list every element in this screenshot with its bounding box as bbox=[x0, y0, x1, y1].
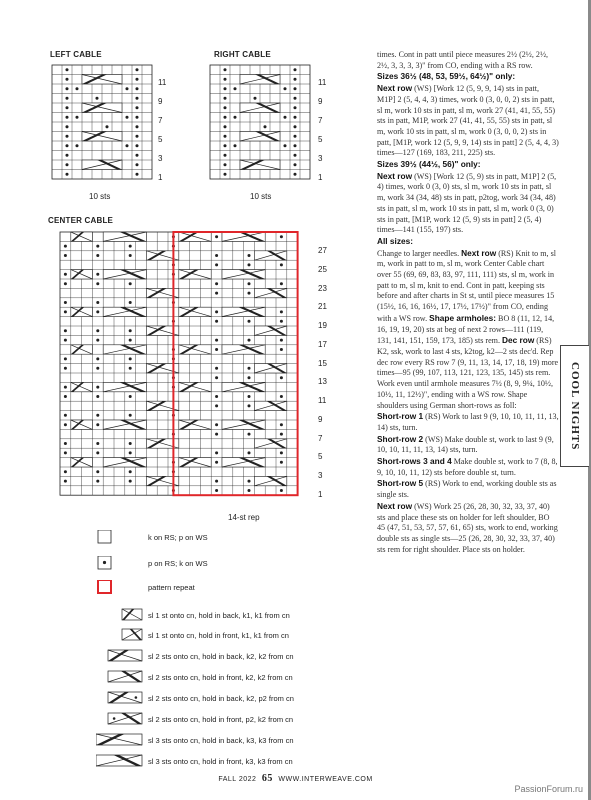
purl-dot-icon bbox=[96, 301, 99, 304]
row-number: 3 bbox=[158, 154, 163, 163]
heading-all-sizes: All sizes: bbox=[377, 235, 413, 246]
purl-dot-icon bbox=[129, 245, 132, 248]
label-next-row: Next row bbox=[377, 170, 413, 181]
row-number: 1 bbox=[158, 173, 163, 182]
purl-dot-icon bbox=[129, 451, 132, 454]
cable-3-3-left-icon-graphic bbox=[96, 754, 144, 768]
purl-dot-icon bbox=[215, 433, 218, 436]
right-cable-chart bbox=[210, 65, 310, 180]
purl-dot-icon bbox=[223, 144, 226, 147]
purl-dot-icon bbox=[64, 254, 67, 257]
legend-text: sl 2 sts onto cn, hold in front, p2, k2 from cn bbox=[148, 714, 294, 724]
purl-dot-icon bbox=[65, 163, 68, 166]
purl-dot-icon bbox=[247, 489, 250, 492]
row-number: 5 bbox=[158, 135, 163, 144]
purl-dot-icon bbox=[247, 404, 250, 407]
row-number: 5 bbox=[318, 452, 323, 462]
footer-issue: FALL 2022 bbox=[218, 776, 257, 783]
purl-dot-icon bbox=[135, 78, 138, 81]
purl-dot-icon bbox=[64, 310, 67, 313]
purl-dot-icon bbox=[215, 395, 218, 398]
symbol-dot bbox=[135, 696, 138, 699]
purl-dot-icon bbox=[64, 480, 67, 483]
legend-item bbox=[96, 578, 195, 596]
purl-dot-icon bbox=[247, 376, 250, 379]
purl-dot-icon bbox=[96, 395, 99, 398]
purl-dot-icon bbox=[223, 116, 226, 119]
para: (WS) Work 25 (26, 28, 30, 32, 33, 37, 40) sts and place these sts on holder for left shoulder, BO 45 (47, 51, 53, 57, 57, 61, 65) sts, work to end, working double sts as single sts—25 (26, 28, 30, 32, 33, 37, 40) sts rem for right shoulder. Place sts on holder. bbox=[377, 501, 558, 554]
purl-dot-icon bbox=[96, 245, 99, 248]
watermark: PassionForum.ru bbox=[514, 784, 583, 794]
row-number: 1 bbox=[318, 489, 323, 499]
cable-3-3-right-icon-graphic bbox=[96, 733, 144, 747]
left-cable-title: LEFT CABLE bbox=[50, 50, 102, 59]
page-footer bbox=[0, 773, 591, 784]
purl-dot-icon bbox=[65, 78, 68, 81]
label-next-row: Next row bbox=[377, 500, 413, 511]
purl-dot-icon bbox=[280, 395, 283, 398]
purl-dot-icon bbox=[135, 87, 138, 90]
purl-dot-icon bbox=[96, 470, 99, 473]
purl-dot-icon bbox=[135, 116, 138, 119]
purl-dot-icon bbox=[135, 97, 138, 100]
purl-dot-icon bbox=[280, 339, 283, 342]
purl-dot-icon bbox=[129, 282, 132, 285]
purl-dot-icon bbox=[215, 348, 218, 351]
purl-dot-icon bbox=[223, 135, 226, 138]
symbol-box bbox=[98, 530, 111, 543]
purl-dot-icon bbox=[215, 282, 218, 285]
purl-dot-icon bbox=[215, 320, 218, 323]
purl-dot-icon bbox=[135, 154, 138, 157]
purl-dot-icon bbox=[96, 357, 99, 360]
purl-dot-icon bbox=[65, 154, 68, 157]
legend-text: k on RS; p on WS bbox=[148, 532, 208, 542]
purl-dot-icon bbox=[293, 173, 296, 176]
legend-item bbox=[96, 647, 294, 665]
purl-dot-icon bbox=[65, 97, 68, 100]
purl-dot-icon bbox=[223, 154, 226, 157]
purl-dot-icon bbox=[129, 395, 132, 398]
purl-dot-icon bbox=[65, 173, 68, 176]
legend-text: sl 2 sts onto cn, hold in back, k2, k2 from cn bbox=[148, 651, 294, 661]
row-number: 15 bbox=[318, 358, 327, 368]
purl-dot-icon bbox=[223, 87, 226, 90]
center-cable-title: CENTER CABLE bbox=[48, 216, 114, 225]
purl-dot-icon bbox=[215, 235, 218, 238]
row-number: 13 bbox=[318, 377, 327, 387]
purl-dot-icon bbox=[223, 125, 226, 128]
purl-dot-icon bbox=[129, 367, 132, 370]
para: (WS) Make double st, work to last 9 (9, 10, 10, 11, 11, 13, 14) sts, turn. bbox=[377, 434, 554, 455]
purl-dot-icon bbox=[215, 451, 218, 454]
purl-dot-icon bbox=[215, 367, 218, 370]
cable-1-1-left-icon bbox=[96, 628, 144, 642]
purl-dot-icon bbox=[247, 395, 250, 398]
purl-dot-icon bbox=[280, 461, 283, 464]
cable-2-2-right-icon bbox=[96, 649, 144, 663]
page-number: 65 bbox=[261, 773, 273, 784]
purl-dot-icon bbox=[280, 348, 283, 351]
purl-dot-icon bbox=[247, 339, 250, 342]
purl-dot-icon bbox=[129, 357, 132, 360]
legend-item bbox=[96, 554, 208, 572]
purl-dot-icon bbox=[293, 135, 296, 138]
purl-dot-icon bbox=[96, 339, 99, 342]
label-next-row: Next row bbox=[377, 83, 413, 94]
label-dec-row: Dec row bbox=[502, 335, 535, 346]
purl-dot-icon bbox=[215, 263, 218, 266]
purl-dot-icon bbox=[247, 320, 250, 323]
purl-dot-icon bbox=[95, 97, 98, 100]
purl-dot-icon bbox=[293, 97, 296, 100]
purl-dot-icon bbox=[96, 480, 99, 483]
purl-dot-icon bbox=[215, 376, 218, 379]
cable-1-1-left-icon-graphic bbox=[96, 628, 144, 642]
cable-2-2-left-icon-graphic bbox=[96, 670, 144, 684]
para: (WS) [Work 12 (5, 9) sts in patt, M1P] 2 (5, 4) times, work 0 (3, 0) sts, sl m, work 10 sts in patt, sl m, work 34 (34, 48) sts in patt, p2tog, work 34 (34, 48) sts in patt, sl m, work 10 sts in patt, sl m, work 0 (3, 0) sts in patt, [M1P, work 12 (5, 9) sts in patt] 2 (5, 4) times—141 (155, 197) sts. bbox=[377, 171, 557, 235]
center-cable-chart bbox=[60, 232, 310, 502]
purl-dot-icon bbox=[129, 339, 132, 342]
purl-dot-icon bbox=[96, 310, 99, 313]
para: (RS) Work to last 9 (9, 10, 10, 11, 11, 13, 14) sts, turn. bbox=[377, 412, 559, 432]
purl-dot-icon bbox=[223, 106, 226, 109]
purl-dot-icon bbox=[64, 301, 67, 304]
purl-dot-icon bbox=[64, 451, 67, 454]
purl-dot-icon bbox=[215, 461, 218, 464]
purl-dot-icon bbox=[247, 254, 250, 257]
purl-dot-icon bbox=[293, 163, 296, 166]
purl-dot-icon bbox=[129, 442, 132, 445]
legend-text: sl 1 st onto cn, hold in back, k1, k1 from cn bbox=[148, 610, 290, 620]
purl-dot-icon bbox=[293, 87, 296, 90]
purl-dot-icon bbox=[215, 310, 218, 313]
repeat-box-icon-graphic bbox=[96, 580, 144, 594]
left-cable-chart bbox=[52, 65, 152, 180]
legend-text: sl 1 st onto cn, hold in front, k1, k1 from cn bbox=[148, 630, 289, 640]
purl-dot-icon bbox=[215, 404, 218, 407]
row-number: 7 bbox=[318, 433, 323, 443]
section-tab-label: COOL NIGHTS bbox=[569, 361, 581, 451]
purl-dot-icon bbox=[129, 480, 132, 483]
purl-dot-icon bbox=[215, 423, 218, 426]
purl-dot-icon bbox=[64, 367, 67, 370]
row-number: 1 bbox=[318, 173, 323, 182]
purl-dot-icon bbox=[65, 144, 68, 147]
row-number: 19 bbox=[318, 321, 327, 330]
purl-dot-icon bbox=[64, 386, 67, 389]
repeat-box-icon bbox=[96, 580, 144, 594]
row-number: 27 bbox=[318, 246, 327, 255]
legend-item bbox=[96, 606, 290, 624]
purl-dot-icon bbox=[253, 97, 256, 100]
purl-dot-icon bbox=[96, 556, 144, 570]
cable-2-2-left-icon bbox=[96, 670, 144, 684]
symbol-box bbox=[98, 580, 111, 593]
para: BO 8 (11, 12, 14, 16, 19, 19, 20) sts at beg of next 2 rows—111 (119, 131, 141, 151, 159, 173, 185) sts rem. bbox=[377, 313, 555, 346]
purl-dot-icon bbox=[223, 68, 226, 71]
purl-dot-icon bbox=[215, 480, 218, 483]
purl-dot-icon bbox=[223, 97, 226, 100]
cable-2-2-left-purl-icon bbox=[96, 712, 144, 726]
cable-3-3-left-icon bbox=[96, 754, 144, 768]
purl-dot-icon bbox=[293, 106, 296, 109]
row-number: 23 bbox=[318, 283, 327, 293]
purl-dot-icon bbox=[65, 116, 68, 119]
purl-dot-icon bbox=[64, 423, 67, 426]
purl-dot-icon bbox=[64, 273, 67, 276]
purl-dot-icon bbox=[215, 292, 218, 295]
purl-dot-icon bbox=[64, 357, 67, 360]
purl-dot-icon bbox=[233, 144, 236, 147]
purl-dot-icon bbox=[96, 423, 99, 426]
purl-dot-icon bbox=[96, 451, 99, 454]
purl-dot-icon bbox=[96, 367, 99, 370]
heading-sizes-1: Sizes 36½ (48, 53, 59½, 64½)" only: bbox=[377, 71, 516, 82]
purl-dot-icon bbox=[215, 339, 218, 342]
purl-dot-icon bbox=[96, 254, 99, 257]
purl-dot-icon bbox=[283, 144, 286, 147]
purl-dot-icon bbox=[64, 470, 67, 473]
purl-dot-icon bbox=[293, 144, 296, 147]
purl-dot-icon bbox=[233, 116, 236, 119]
purl-dot-icon bbox=[293, 125, 296, 128]
purl-dot-icon bbox=[247, 433, 250, 436]
purl-dot-icon bbox=[135, 163, 138, 166]
purl-dot-icon bbox=[129, 254, 132, 257]
purl-dot-icon bbox=[283, 87, 286, 90]
row-number: 11 bbox=[318, 78, 327, 87]
purl-dot-icon bbox=[233, 87, 236, 90]
purl-dot-icon-graphic bbox=[96, 556, 144, 570]
para: (RS) K2, ssk, work to last 4 sts, k2tog, k2—2 sts dec'd. Rep dec row every RS row 7 (9, 11, 13, 14, 17, 18, 19) more times—95 (99, 107, 113, 121, 123, 135, 145) sts rem. Work even until armhole measures 7½ (8, 9, 9¼, 10½, 10½, 11, 12½)", ending with a WS row. Shape shoulders using German short-rows as foll: bbox=[377, 336, 559, 410]
purl-dot-icon bbox=[135, 106, 138, 109]
cable-2-2-right-purl-icon bbox=[96, 691, 144, 705]
legend-text: p on RS; k on WS bbox=[148, 558, 208, 568]
purl-dot-icon bbox=[263, 125, 266, 128]
legend-item bbox=[96, 626, 289, 644]
purl-dot-icon bbox=[247, 263, 250, 266]
purl-dot-icon bbox=[135, 68, 138, 71]
purl-dot-icon bbox=[129, 414, 132, 417]
row-number: 11 bbox=[318, 396, 327, 405]
symbol-dot bbox=[103, 561, 106, 564]
knit-square-icon-graphic bbox=[96, 530, 144, 544]
para: (WS) [Work 12 (5, 9, 9, 14) sts in patt, M1P] 2 (5, 4, 4, 3) times, work 0 (3, 0, 0, 2) sts in patt, sl m, work 10 sts in patt, sl m, work 27 (41, 41, 55, 55) sts in patt, M1P, work 27 (41, 41, 55, 55) sts in patt, sl m, work 10 sts in patt, sl m, work 0 (3, 0, 0, 2) sts in patt, [M1P, work 12 (5, 9, 9, 14) sts in patt] 2 (5, 4, 4, 3) times—127 (169, 183, 211, 225) sts. bbox=[377, 84, 559, 158]
purl-dot-icon bbox=[293, 154, 296, 157]
row-number: 7 bbox=[318, 116, 323, 125]
purl-dot-icon bbox=[64, 442, 67, 445]
legend-item bbox=[96, 731, 294, 749]
cable-2-2-right-purl-icon-graphic bbox=[96, 691, 144, 705]
purl-dot-icon bbox=[280, 376, 283, 379]
purl-dot-icon bbox=[129, 329, 132, 332]
purl-dot-icon bbox=[293, 116, 296, 119]
row-number: 3 bbox=[318, 471, 323, 480]
label-short-row-1: Short-row 1 bbox=[377, 411, 424, 422]
purl-dot-icon bbox=[247, 292, 250, 295]
right-cable-title: RIGHT CABLE bbox=[214, 50, 271, 59]
para: Change to larger needles. bbox=[377, 248, 462, 258]
legend-text: sl 3 sts onto cn, hold in front, k3, k3 from cn bbox=[148, 756, 293, 766]
row-number: 3 bbox=[318, 154, 323, 163]
purl-dot-icon bbox=[64, 245, 67, 248]
purl-dot-icon bbox=[64, 339, 67, 342]
legend-item bbox=[96, 710, 293, 728]
purl-dot-icon bbox=[65, 135, 68, 138]
legend-item bbox=[96, 752, 293, 770]
center-cable-rep: 14-st rep bbox=[228, 513, 260, 522]
purl-dot-icon bbox=[129, 470, 132, 473]
purl-dot-icon bbox=[280, 282, 283, 285]
legend-item bbox=[96, 689, 294, 707]
purl-dot-icon bbox=[293, 68, 296, 71]
purl-dot-icon bbox=[65, 125, 68, 128]
label-shape-armholes: Shape armholes: bbox=[429, 312, 497, 323]
cable-1-1-right-icon-graphic bbox=[96, 608, 144, 622]
purl-dot-icon bbox=[135, 144, 138, 147]
purl-dot-icon bbox=[280, 423, 283, 426]
purl-dot-icon bbox=[283, 116, 286, 119]
para: (RS) Knit to m, sl m, work in patt to m, sl m, work Center Cable chart over 55 (69, 69, 83, 83, 97, 111, 111) sts, sl m, work in patt to m, sl m, knit to end. Cont in patt, keeping sts before and after charts in St st, until piece measures 15 (15½, 16, 16, 16½, 17, 17½, 17½)" from CO, ending with a WS row. bbox=[377, 248, 556, 323]
label-next-row: Next row bbox=[461, 247, 497, 258]
cable-3-3-right-icon bbox=[96, 733, 144, 747]
purl-dot-icon bbox=[105, 125, 108, 128]
footer-site: WWW.INTERWEAVE.COM bbox=[278, 776, 373, 783]
purl-dot-icon bbox=[223, 163, 226, 166]
purl-dot-icon bbox=[125, 87, 128, 90]
purl-dot-icon bbox=[96, 442, 99, 445]
legend-text: sl 2 sts onto cn, hold in back, k2, p2 from cn bbox=[148, 693, 294, 703]
cable-1-1-right-icon bbox=[96, 608, 144, 622]
purl-dot-icon bbox=[215, 489, 218, 492]
pattern-instructions bbox=[377, 50, 559, 555]
purl-dot-icon bbox=[65, 87, 68, 90]
purl-dot-icon bbox=[247, 451, 250, 454]
purl-dot-icon bbox=[135, 135, 138, 138]
row-number: 21 bbox=[318, 302, 327, 312]
purl-dot-icon bbox=[64, 282, 67, 285]
para: times. Cont in patt until piece measures 2½ (2½, 2½, 2½, 3, 3, 3, 3)" from CO, ending with a RS row. bbox=[377, 50, 549, 70]
purl-dot-icon bbox=[135, 173, 138, 176]
legend-text: sl 2 sts onto cn, hold in front, k2, k2 from cn bbox=[148, 672, 293, 682]
purl-dot-icon bbox=[280, 489, 283, 492]
row-number: 9 bbox=[158, 97, 163, 106]
label-short-row-5: Short-row 5 bbox=[377, 478, 424, 489]
purl-dot-icon bbox=[247, 367, 250, 370]
label-short-row-2: Short-row 2 bbox=[377, 433, 424, 444]
heading-sizes-2: Sizes 39½ (44½, 56)" only: bbox=[377, 159, 481, 170]
purl-dot-icon bbox=[96, 386, 99, 389]
row-number: 11 bbox=[158, 78, 167, 87]
purl-dot-icon bbox=[129, 301, 132, 304]
purl-dot-icon bbox=[96, 282, 99, 285]
row-number: 9 bbox=[318, 97, 323, 106]
para: Make double st, work to 7 (8, 8, 9, 10, 10, 11, 12) sts before double st, turn. bbox=[377, 457, 558, 477]
purl-dot-icon bbox=[280, 320, 283, 323]
purl-dot-icon bbox=[280, 263, 283, 266]
row-number: 7 bbox=[158, 116, 163, 125]
left-cable-sts: 10 sts bbox=[89, 192, 111, 201]
purl-dot-icon bbox=[280, 451, 283, 454]
purl-dot-icon bbox=[96, 329, 99, 332]
purl-dot-icon bbox=[280, 433, 283, 436]
section-tab bbox=[560, 345, 589, 467]
purl-dot-icon bbox=[64, 395, 67, 398]
purl-dot-icon bbox=[215, 254, 218, 257]
symbol-dot bbox=[113, 717, 116, 720]
purl-dot-icon bbox=[293, 78, 296, 81]
row-number: 17 bbox=[318, 339, 327, 349]
cable-2-2-right-icon-graphic bbox=[96, 649, 144, 663]
para: (RS) Work to end, working double sts as single sts. bbox=[377, 479, 557, 500]
cable-2-2-left-purl-icon-graphic bbox=[96, 712, 144, 726]
purl-dot-icon bbox=[96, 273, 99, 276]
knit-square-icon bbox=[96, 530, 144, 544]
purl-dot-icon bbox=[280, 235, 283, 238]
row-number: 5 bbox=[318, 135, 323, 144]
purl-dot-icon bbox=[64, 329, 67, 332]
legend-text: sl 3 sts onto cn, hold in back, k3, k3 from cn bbox=[148, 735, 294, 745]
right-cable-sts: 10 sts bbox=[250, 192, 272, 201]
legend-item bbox=[96, 528, 208, 546]
legend-text: pattern repeat bbox=[148, 582, 195, 592]
purl-dot-icon bbox=[280, 310, 283, 313]
purl-dot-icon bbox=[125, 116, 128, 119]
purl-dot-icon bbox=[135, 125, 138, 128]
label-short-rows-3-4: Short-rows 3 and 4 bbox=[377, 456, 452, 467]
row-number: 25 bbox=[318, 264, 327, 274]
purl-dot-icon bbox=[247, 282, 250, 285]
purl-dot-icon bbox=[65, 106, 68, 109]
purl-dot-icon bbox=[247, 480, 250, 483]
purl-dot-icon bbox=[125, 144, 128, 147]
purl-dot-icon bbox=[64, 414, 67, 417]
purl-dot-icon bbox=[75, 87, 78, 90]
row-number: 9 bbox=[318, 414, 323, 424]
purl-dot-icon bbox=[65, 68, 68, 71]
purl-dot-icon bbox=[223, 173, 226, 176]
purl-dot-icon bbox=[75, 116, 78, 119]
legend-item bbox=[96, 668, 293, 686]
purl-dot-icon bbox=[223, 78, 226, 81]
purl-dot-icon bbox=[75, 144, 78, 147]
purl-dot-icon bbox=[96, 414, 99, 417]
